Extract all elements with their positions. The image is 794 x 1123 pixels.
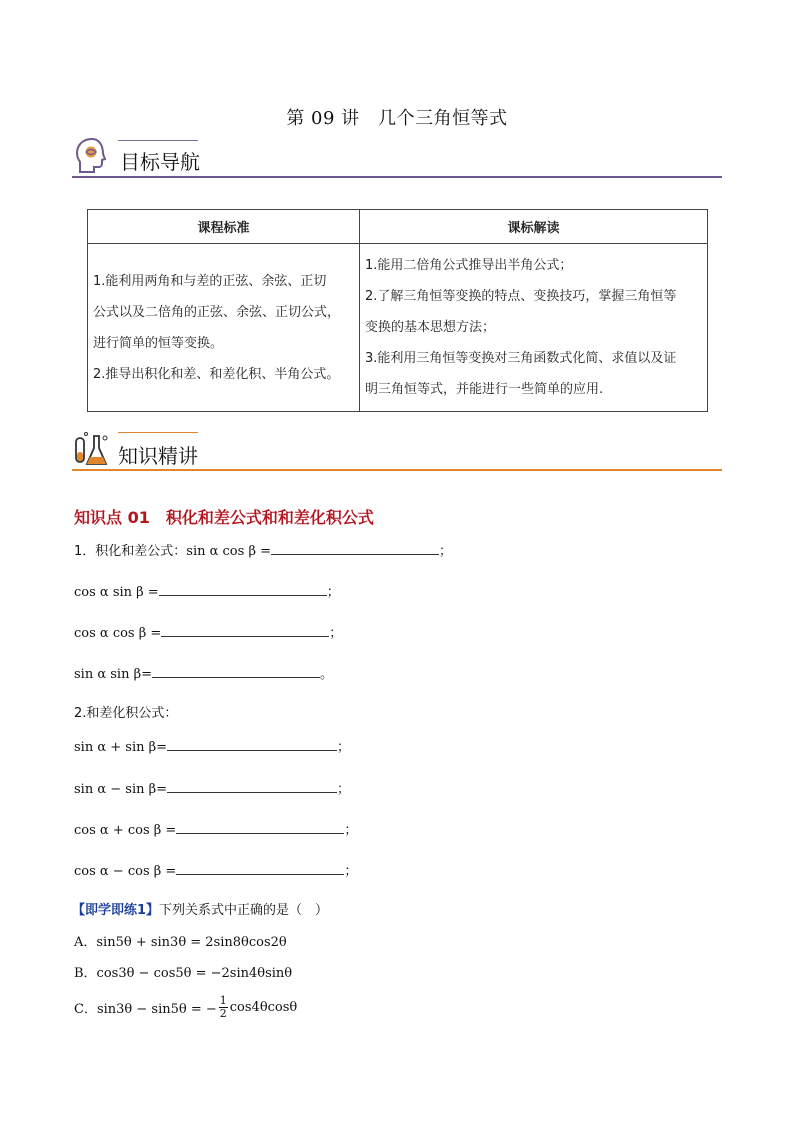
formula-expression: sin α sin β= (74, 667, 152, 682)
formula-expression: cos α − cos β = (74, 864, 177, 879)
answer-blank[interactable] (176, 862, 344, 875)
section-rule-knowledge (72, 469, 722, 471)
table-header-row (88, 210, 708, 244)
fraction-denominator: 2 (219, 1006, 227, 1020)
sum-to-product-line-1 (74, 736, 350, 755)
fraction-one-half (219, 995, 228, 1020)
table-cell-interpretation (360, 244, 708, 412)
section-goal-header (72, 136, 722, 178)
table-cell-line: 明三角恒等式，并能进行一些简单的应用. (365, 382, 604, 397)
fraction-numerator: 1 (219, 993, 227, 1007)
exercise-option-b[interactable]: B．cos3θ − cos5θ = −2sin4θsinθ (74, 966, 293, 981)
formula-end: ； (337, 740, 351, 755)
curriculum-table (87, 209, 708, 412)
section-title-goal: 目标导航 (120, 150, 200, 174)
section-title-knowledge: 知识精讲 (118, 444, 198, 468)
answer-blank[interactable] (167, 738, 337, 751)
formula-expression: cos α sin β = (74, 585, 159, 600)
sum-to-product-heading: 2.和差化积公式： (74, 706, 178, 721)
formula-end: ； (344, 823, 358, 838)
formula-expression: sin α − sin β= (74, 782, 168, 797)
brain-head-icon (72, 136, 112, 176)
answer-blank[interactable] (176, 821, 344, 834)
answer-blank[interactable] (159, 583, 327, 596)
exercise-tag: 【即学即练1】 (72, 903, 160, 918)
table-cell-line: 1.能利用两角和与差的正弦、余弦、正切 (93, 273, 327, 289)
lab-flask-icon (72, 430, 112, 470)
table-cell-standard (88, 244, 360, 412)
sum-to-product-line-3 (74, 819, 357, 838)
product-to-sum-line-4 (74, 663, 333, 682)
table-row (88, 244, 708, 412)
table-cell-line: 进行简单的恒等变换。 (93, 335, 224, 351)
exercise-option-a[interactable]: A．sin5θ + sin3θ = 2sin8θcos2θ (74, 935, 287, 950)
formula-end: ； (337, 782, 351, 797)
table-cell-line: 3.能利用三角恒等变换对三角函数式化简、求值以及证 (365, 351, 677, 366)
formula-end: 。 (320, 667, 334, 682)
exercise-question-text: 下列关系式中正确的是（ ） (159, 903, 329, 918)
product-to-sum-line-2 (74, 581, 340, 600)
product-to-sum-line-3 (74, 622, 342, 641)
formula-expression: sin α + sin β= (74, 740, 168, 755)
formula-end: ； (438, 544, 452, 559)
section-knowledge-header (72, 428, 722, 472)
formula-expression: cos α + cos β = (74, 823, 177, 838)
formula-end: ； (326, 585, 340, 600)
answer-blank[interactable] (161, 624, 329, 637)
sum-to-product-line-2 (74, 778, 350, 797)
knowledge-point-heading: 知识点 01 积化和差公式和和差化积公式 (74, 508, 374, 527)
table-cell-line: 2.推导出积化和差、和差化积、半角公式。 (93, 366, 340, 382)
table-header-standard: 课程标准 (88, 210, 360, 244)
formula-end: ； (329, 626, 343, 641)
product-to-sum-line-1 (74, 540, 452, 559)
table-cell-line: 2.了解三角恒等变换的特点、变换技巧，掌握三角恒等 (365, 289, 677, 304)
section-rule-goal (72, 176, 722, 178)
option-c-prefix: C．sin3θ − sin5θ = − (74, 1001, 217, 1017)
formula-expression: cos α cos β = (74, 626, 162, 641)
table-cell-line: 公式以及二倍角的正弦、余弦、正切公式， (93, 304, 341, 320)
answer-blank[interactable] (152, 665, 320, 678)
answer-blank[interactable] (167, 780, 337, 793)
formula-expression: sin α cos β = (186, 544, 271, 559)
formula-end: ； (344, 864, 358, 879)
table-header-interpretation: 课标解读 (360, 210, 708, 244)
option-c-suffix: cos4θcosθ (229, 999, 298, 1015)
answer-blank[interactable] (271, 542, 439, 555)
section-decor-line (118, 432, 198, 433)
exercise-question (72, 899, 328, 918)
table-cell-line: 1.能用二倍角公式推导出半角公式； (365, 258, 573, 273)
exercise-option-c[interactable] (74, 990, 297, 1024)
section-decor-line (118, 140, 198, 141)
product-to-sum-heading: 1．积化和差公式： (74, 544, 187, 559)
sum-to-product-line-4 (74, 860, 357, 879)
table-cell-line: 变换的基本思想方法； (365, 320, 496, 335)
page-title: 第 09 讲 几个三角恒等式 (286, 108, 508, 129)
